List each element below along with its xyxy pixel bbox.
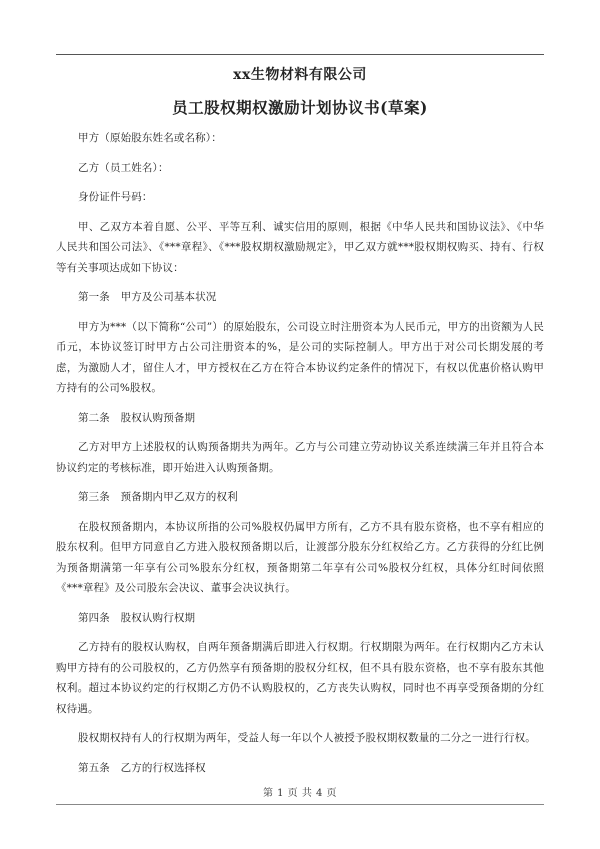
footer-rule <box>56 804 544 805</box>
article-1-body: 甲方为***（以下简称“公司”）的原始股东，公司设立时注册资本为人民币元，甲方的出资额为人民币元，本协议签订时甲方占公司注册资本的%，是公司的实际控制人。甲方出于对公司长期发展的考虑，为激励人才，留住人才，甲方授权在乙方在符合本协议约定条件的情况下，有权以优惠价格认购甲方持有的公司%股权。 <box>56 320 544 394</box>
page-number-footer: 第 1 页 共 4 页 <box>262 788 338 799</box>
article-1-heading: 第一条 甲方及公司基本状况 <box>78 291 217 303</box>
document-title: 员工股权期权激励计划协议书(草案) <box>172 98 428 117</box>
party-b-line: 乙方（员工姓名）： <box>78 161 169 174</box>
article-3-heading: 第三条 预备期内甲乙双方的权利 <box>78 491 238 503</box>
article-4-exercise-note: 股权期权持有人的行权期为两年，受益人每一年以个人被授予股权期权数量的二分之一进行行权。 <box>78 732 536 744</box>
article-3-body: 在股权预备期内，本协议所指的公司%股权仍属甲方所有，乙方不具有股东资格，也不享有相应的股东权利。但甲方同意自乙方进入股权预备期以后，让渡部分股东分红权给乙方。乙方获得的分红比例为预备期满第一年享有公司%股东分红权，预备期第二年享有公司%股权分红权，具体分红时间依照《***章程》及公司股东会决议、董事会决议执行。 <box>56 520 544 594</box>
company-name: xx生物材料有限公司 <box>233 67 367 83</box>
id-number-line: 身份证件号码： <box>78 191 153 203</box>
header-rule <box>56 54 544 55</box>
article-4-heading: 第四条 股权认购行权期 <box>78 611 196 624</box>
article-2-body: 乙方对甲方上述股权的认购预备期共为两年。乙方与公司建立劳动协议关系连续满三年并且符合本协议约定的考核标准，即开始进入认购预备期。 <box>56 441 544 474</box>
party-a-line: 甲方（原始股东姓名或名称）： <box>78 132 222 144</box>
article-5-heading: 第五条 乙方的行权选择权 <box>78 761 206 774</box>
article-2-heading: 第二条 股权认购预备期 <box>78 411 196 424</box>
document-body <box>56 128 544 787</box>
article-4-body: 乙方持有的股权认购权，自两年预备期满后即进入行权期。行权期限为两年。在行权期内乙方未认购甲方持有的公司股权的，乙方仍然享有预备期的股权分红权，但不具有股东资格，也不享有股东其他权利。超过本协议约定的行权期乙方仍不认购股权的，乙方丧失认购权，同时也不再享受预备期的分红权待遇。 <box>56 641 544 715</box>
preamble-paragraph: 甲、乙双方本着自愿、公平、平等互利、诚实信用的原则，根据《中华人民共和国协议法》、《中华人民共和国公司法》、《***章程》、《***股权期权激励规定》，甲乙双方就***股权期权购买、持有、行权等有关事项达成如下协议： <box>56 220 544 274</box>
